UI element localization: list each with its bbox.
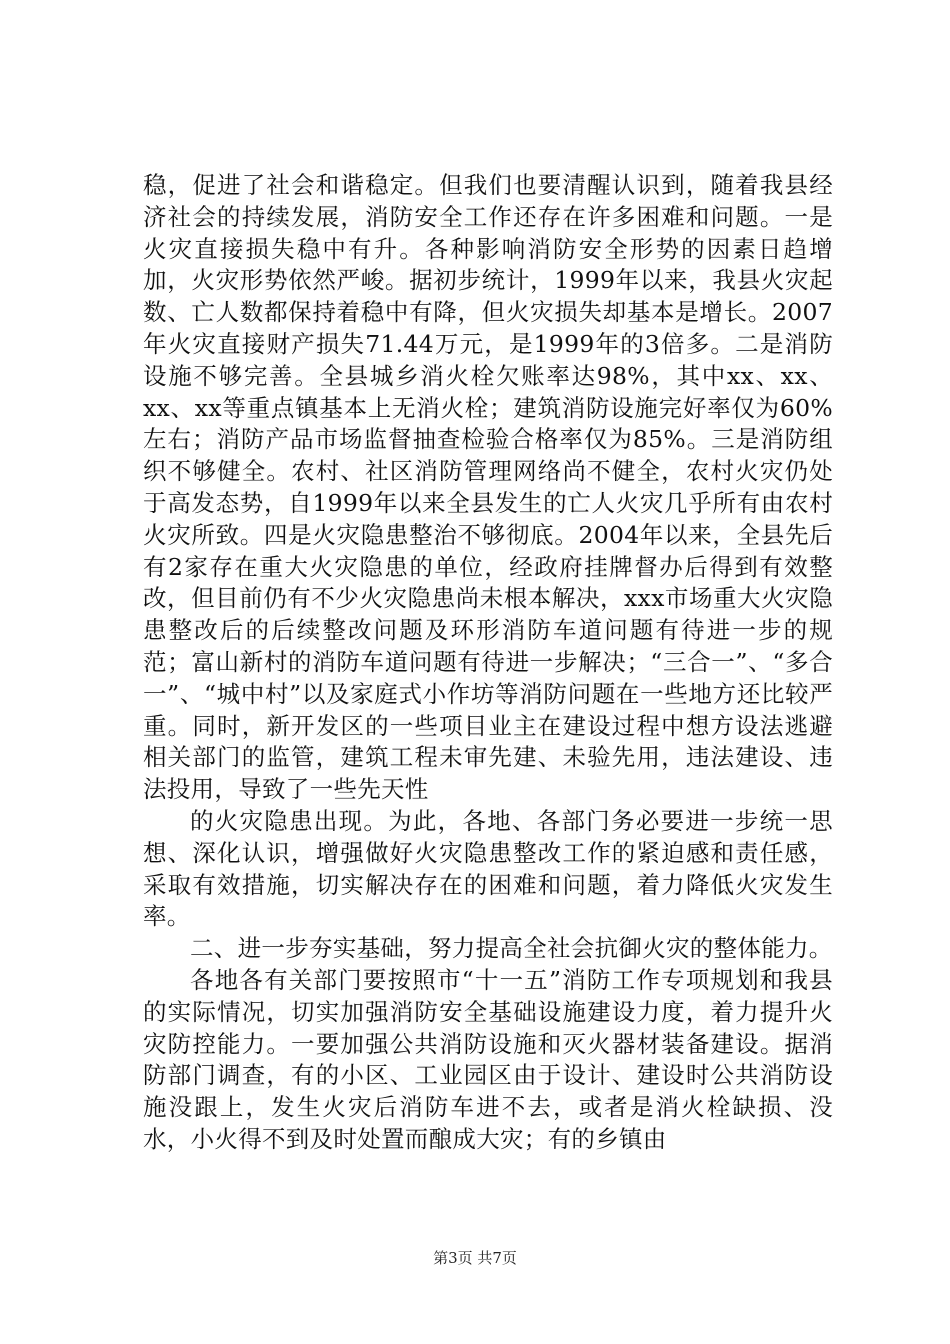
paragraph-infrastructure: 各地各有关部门要按照市“十一五”消防工作专项规划和我县的实际情况，切实加强消防安全基础设施建设力度，着力提升火灾防控能力。一要加强公共消防设施和灭火器材装备建设。据消防部门调查，有的小区、工业园区由于设计、建设时公共消防设施没跟上，发生火灾后消防车进不去，或者是消火栓缺损、没水，小火得不到及时处置而酿成大灾；有的乡镇由	[143, 965, 833, 1153]
paragraph-fire-hazard-conclusion: 的火灾隐患出现。为此，各地、各部门务必要进一步统一思想、深化认识，增强做好火灾隐患整改工作的紧迫感和责任感，采取有效措施，切实解决存在的困难和问题，着力降低火灾发生率。	[143, 806, 833, 931]
paragraph-continuation: 稳，促进了社会和谐稳定。但我们也要清醒认识到，随着我县经济社会的持续发展，消防安全工作还存在许多困难和问题。一是火灾直接损失稳中有升。各种影响消防安全形势的因素日趋增加，火灾形势依然严峻。据初步统计，1999年以来，我县火灾起数、亡人数都保持着稳中有降，但火灾损失却基本是增长。2007年火灾直接财产损失71.44万元，是1999年的3倍多。二是消防设施不够完善。全县城乡消火栓欠账率达98%，其中xx、xx、xx、xx等重点镇基本上无消火栓；建筑消防设施完好率仅为60%左右；消防产品市场监督抽查检验合格率仅为85%。三是消防组织不够健全。农村、社区消防管理网络尚不健全，农村火灾仍处于高发态势，自1999年以来全县发生的亡人火灾几乎所有由农村火灾所致。四是火灾隐患整治不够彻底。2004年以来，全县先后有2家存在重大火灾隐患的单位，经政府挂牌督办后得到有效整改，但目前仍有不少火灾隐患尚未根本解决，xxx市场重大火灾隐患整改后的后续整改问题及环形消防车道问题有待进一步的规范；富山新村的消防车道问题有待进一步解决；“三合一”、“多合一”、“城中村”以及家庭式小作坊等消防问题在一些地方还比较严重。同时，新开发区的一些项目业主在建设过程中想方设法逃避相关部门的监管，建筑工程未审先建、未验先用，违法建设、违法投用，导致了一些先天性	[143, 171, 833, 804]
page-number: 第3页 共7页	[433, 1249, 517, 1267]
document-body	[143, 170, 833, 1156]
section-heading-two: 二、进一步夯实基础，努力提高全社会抗御火灾的整体能力。	[190, 934, 833, 963]
page-footer	[0, 1248, 950, 1268]
